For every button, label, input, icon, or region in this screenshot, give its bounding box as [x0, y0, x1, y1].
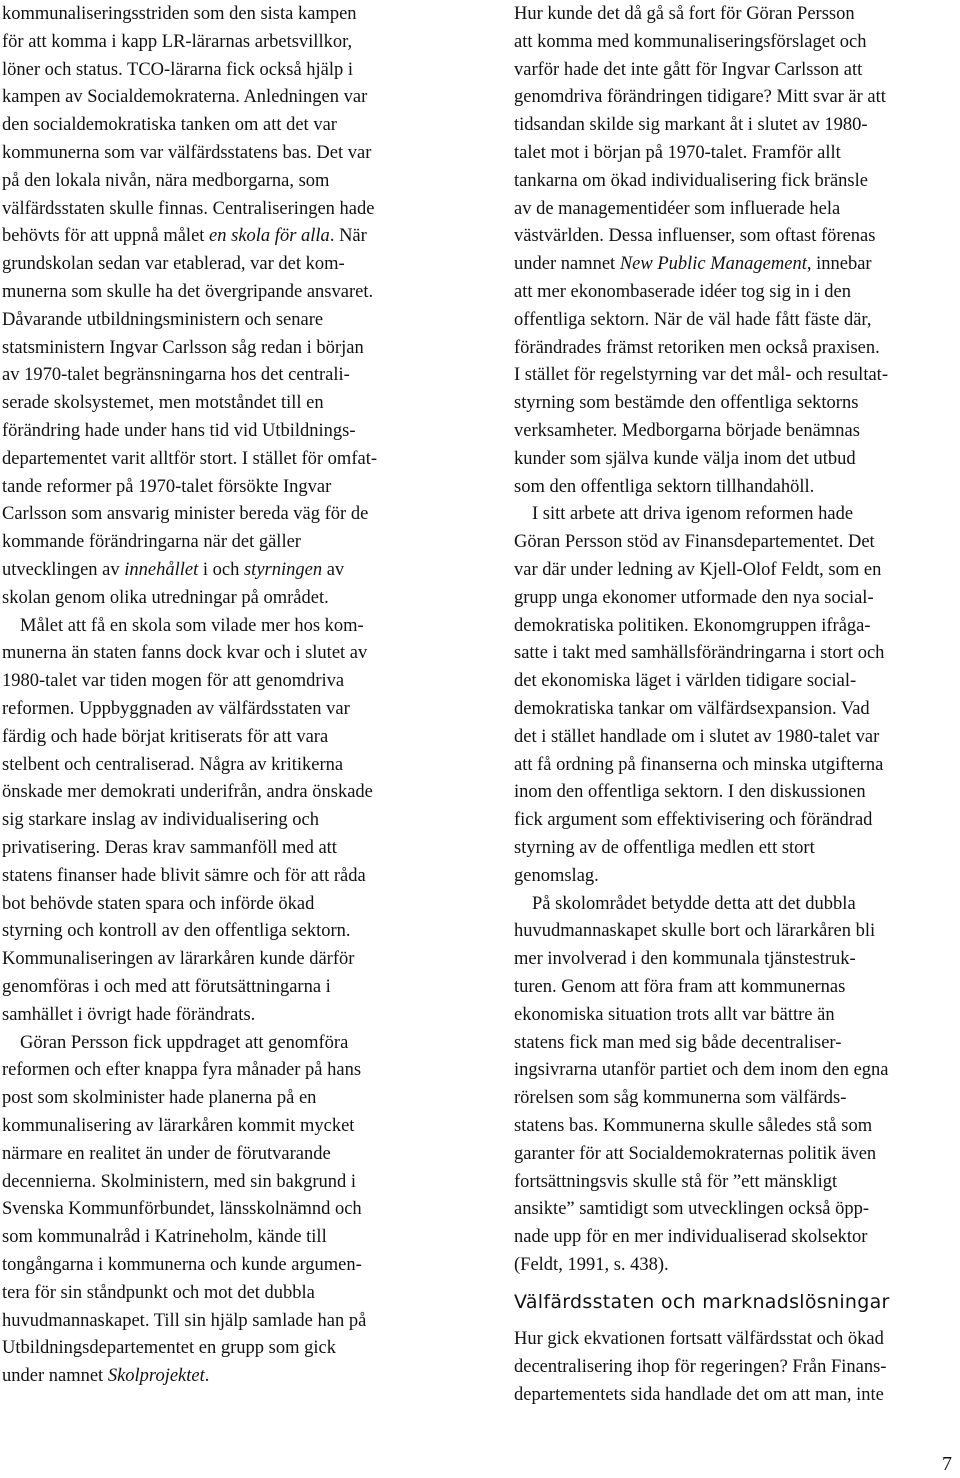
text-line: [2, 723, 328, 751]
text-line: [2, 1223, 327, 1251]
text-span: kommunalisering av lärarkåren kommit mycket: [2, 1116, 355, 1136]
text-span: skolan genom olika utredningar på området.: [2, 587, 329, 608]
text-span: Carlsson som ansvarig minister bereda väg för de: [2, 504, 369, 525]
text-span: under namnet: [2, 1366, 108, 1387]
text-line: [2, 1112, 354, 1140]
text-line: [514, 639, 884, 667]
text-line: [514, 389, 858, 417]
text-line: [514, 917, 875, 945]
italic-text: New Public Management: [619, 254, 807, 275]
text-span: reformen. Uppbyggnaden av välfärdsstaten var: [2, 699, 350, 719]
text-line: [514, 528, 875, 556]
text-span: Hur gick ekvationen fortsatt välfärdsstat och ökad: [514, 1329, 884, 1349]
text-span: demokratiska tankar om välfärdsexpansion. Vad: [514, 699, 870, 719]
section-heading: Välfärdsstaten och marknadslösningar: [514, 1291, 890, 1313]
text-span: . När: [329, 226, 367, 247]
text-span: genomdriva förändringen tidigare? Mitt svar är att: [514, 87, 886, 108]
text-line: [514, 473, 814, 501]
text-span: genomföras i och med att förutsättningarna i: [2, 977, 331, 997]
text-line: [514, 167, 868, 195]
text-span: kommunaliseringsstriden som den sista kampen: [2, 4, 357, 24]
text-span: decentralisering ihop för regeringen? Från Finans-: [514, 1356, 887, 1377]
text-span: talet mot i början på 1970-talet. Framför allt: [514, 143, 841, 163]
text-span: På skolområdet betydde detta att det dubbla: [532, 893, 856, 914]
text-line: [532, 890, 856, 918]
text-line: [514, 778, 866, 806]
text-line: [2, 1084, 316, 1112]
text-span: huvudmannaskapet skulle bort och lärarkåren bli: [514, 921, 876, 942]
text-span: mer involverad i den kommunala tjänstestruk-: [514, 949, 856, 970]
text-span: utvecklingen av: [2, 560, 125, 580]
text-line: [514, 723, 879, 751]
text-line: [2, 834, 337, 862]
text-line: [514, 139, 841, 167]
text-line: [2, 278, 373, 306]
italic-text: en skola för alla: [209, 226, 330, 247]
text-line: [2, 890, 314, 918]
text-line: [514, 1325, 884, 1353]
text-span: den socialdemokratiska tanken om att det var: [2, 115, 337, 136]
text-line: [514, 195, 840, 223]
text-line: [2, 556, 344, 584]
text-span: grundskolan sedan var etablerad, var det kom-: [2, 254, 345, 275]
text-line: [2, 306, 323, 334]
text-span: post som skolminister hade planerna på en: [2, 1088, 317, 1109]
text-span: ekonomiska situation trots allt var bättre än: [514, 1004, 835, 1025]
text-line: [2, 1168, 356, 1196]
text-span: som kommunalråd i Katrineholm, kände till: [2, 1227, 327, 1248]
text-line: [2, 195, 374, 223]
page-number: 7: [942, 1453, 952, 1475]
text-span: verksamheter. Medborgarna började benämnas: [514, 421, 860, 441]
text-line: [514, 222, 875, 250]
text-line: [514, 306, 871, 334]
text-span: Svenska Kommunförbundet, länsskolnämnd och: [2, 1199, 362, 1220]
text-span: under namnet: [514, 254, 620, 275]
text-span: samhället i övrigt hade förändrats.: [2, 1004, 256, 1025]
text-span: , innebar: [806, 254, 872, 275]
text-line: [2, 778, 373, 806]
text-span: nade upp för en mer individualiserad skolsektor: [514, 1227, 868, 1248]
text-line: [20, 1029, 348, 1057]
text-line: [514, 111, 868, 139]
text-span: I stället för regelstyrning var det mål- och resultat-: [514, 365, 888, 386]
text-line: [2, 500, 368, 528]
text-line: [2, 1195, 362, 1223]
text-span: .: [204, 1366, 210, 1387]
text-line: [2, 417, 356, 445]
text-span: sig starkare inslag av individualisering och: [2, 810, 319, 831]
text-span: kommunerna som var välfärdsstatens bas. Det var: [2, 143, 372, 163]
text-span: varför hade det inte gått för Ingvar Carlsson att: [514, 59, 863, 80]
text-line: [514, 278, 851, 306]
text-line: [20, 612, 364, 640]
text-line: [514, 584, 874, 612]
text-span: satte i takt med samhällsförändringarna i stort och: [514, 643, 885, 664]
text-line: [2, 389, 324, 417]
text-span: Målet att få en skola som vilade mer hos kom-: [20, 615, 364, 636]
text-span: styrning och kontroll av den offentliga sektorn.: [2, 921, 351, 942]
text-span: Göran Persson stöd av Finansdepartementet. Det: [514, 532, 875, 553]
text-line: [2, 806, 319, 834]
text-span: bot behövde staten spara och införde ökad: [2, 893, 315, 914]
text-line: [514, 1029, 841, 1057]
italic-text: innehållet: [124, 560, 199, 580]
text-span: välfärdsstaten skulle finnas. Centraliseringen hade: [2, 198, 375, 219]
text-span: departementets sida handlade det om att man, inte: [514, 1384, 884, 1405]
text-span: förändrades främst retoriken men också praxisen.: [514, 337, 880, 358]
text-span: privatisering. Deras krav sammanföll med att: [2, 838, 337, 858]
text-span: munerna än staten fanns dock kvar och i slutet av: [2, 643, 368, 664]
text-line: [514, 28, 866, 56]
text-line: [2, 862, 366, 890]
text-span: grupp unga ekonomer utformade den nya social-: [514, 587, 874, 608]
text-span: statens finanser hade blivit sämre och för att råda: [2, 865, 366, 886]
text-line: [532, 500, 853, 528]
text-line: [2, 1056, 361, 1084]
italic-text: styrningen: [243, 560, 323, 580]
text-line: [2, 445, 377, 473]
text-line: [2, 667, 344, 695]
text-line: [514, 1001, 835, 1029]
text-line: [2, 361, 350, 389]
text-span: Kommunaliseringen av lärarkåren kunde därför: [2, 949, 355, 970]
text-line: [514, 0, 855, 28]
text-span: statsministern Ingvar Carlsson såg redan i början: [2, 337, 364, 358]
text-span: att komma med kommunaliseringsförslaget och: [514, 31, 867, 52]
text-line: [514, 417, 860, 445]
text-line: [2, 945, 354, 973]
text-line: [2, 1001, 255, 1029]
text-line: [2, 473, 331, 501]
text-line: [514, 695, 870, 723]
text-span: genomslag.: [514, 865, 599, 886]
text-line: [514, 806, 872, 834]
text-span: ansikte” samtidigt som utvecklingen också öpp-: [514, 1199, 870, 1220]
text-line: [514, 751, 883, 779]
text-line: [2, 1251, 362, 1279]
text-span: av de managementidéer som influerade hela: [514, 198, 841, 219]
text-span: fick argument som effektivisering och förändrad: [514, 810, 873, 831]
text-span: (Feldt, 1991, s. 438).: [514, 1255, 669, 1275]
text-line: [514, 56, 862, 84]
text-span: departementet varit alltför stort. I stället för omfat-: [2, 448, 377, 469]
text-span: att få ordning på finanserna och minska utgifterna: [514, 754, 884, 775]
text-line: [2, 111, 337, 139]
text-span: fortsättningsvis skulle stå för ”ett mänskligt: [514, 1171, 838, 1192]
text-span: Hur kunde det då gå så fort för Göran Persson: [514, 4, 855, 24]
text-line: [514, 1223, 867, 1251]
text-span: av 1970-talet begränsningarna hos det centrali-: [2, 365, 350, 386]
text-span: reformen och efter knappa fyra månader på hans: [2, 1060, 362, 1081]
text-line: [514, 83, 886, 111]
text-line: [514, 945, 856, 973]
text-line: [514, 1381, 884, 1409]
text-span: kampen av Socialdemokraterna. Anledningen var: [2, 87, 368, 108]
text-line: [2, 1334, 336, 1362]
text-span: kommande förändringarna när det gäller: [2, 532, 301, 553]
text-span: förändring hade under hans tid vid Utbildnings-: [2, 421, 356, 441]
text-line: [514, 1251, 669, 1279]
text-line: [514, 1112, 872, 1140]
text-line: [2, 528, 301, 556]
text-span: styrning av de offentliga medlen ett stort: [514, 838, 815, 858]
text-line: [514, 1056, 889, 1084]
text-span: styrning som bestämde den offentliga sektorns: [514, 393, 859, 414]
text-span: statens fick man med sig både decentraliser-: [514, 1032, 842, 1053]
text-line: [2, 584, 329, 612]
text-line: [2, 139, 371, 167]
text-span: Utbildningsdepartementet en grupp som gick: [2, 1338, 336, 1359]
text-span: var där under ledning av Kjell-Olof Feldt, som en: [514, 560, 882, 580]
text-span: munerna som skulle ha det övergripande ansvaret.: [2, 282, 374, 302]
text-span: behövts för att uppnå målet: [2, 226, 210, 247]
text-span: tande reformer på 1970-talet försökte Ingvar: [2, 476, 332, 497]
text-line: [2, 0, 357, 28]
text-line: [514, 973, 845, 1001]
text-span: som den offentliga sektorn tillhandahöll.: [514, 476, 815, 497]
text-span: löner och status. TCO-lärarna fick också hjälp i: [2, 59, 354, 80]
text-span: det ekonomiska läget i världen tidigare social-: [514, 671, 857, 692]
text-line: [2, 695, 350, 723]
text-span: tankarna om ökad individualisering fick bränsle: [514, 170, 868, 191]
text-span: offentliga sektorn. När de väl hade fått fäste där,: [514, 309, 872, 330]
text-span: ingsivrarna utanför partiet och dem inom den egna: [514, 1060, 889, 1081]
text-line: [514, 1353, 886, 1381]
text-span: önskade mer demokrati underifrån, andra önskade: [2, 782, 373, 803]
text-span: att mer ekonombaserade idéer tog sig in i den: [514, 282, 852, 302]
text-span: tera för sin ståndpunkt och mot det dubbla: [2, 1282, 315, 1303]
text-line: [2, 83, 367, 111]
text-line: [2, 1362, 209, 1390]
text-line: [2, 250, 345, 278]
text-span: garanter för att Socialdemokraternas politik även: [514, 1143, 877, 1164]
text-line: [514, 334, 880, 362]
text-span: för att komma i kapp LR-lärarnas arbetsvillkor,: [2, 31, 353, 52]
text-line: [514, 361, 888, 389]
text-span: västvärlden. Dessa influenser, som oftast förenas: [514, 226, 876, 247]
text-span: tongångarna i kommunerna och kunde argumen-: [2, 1255, 362, 1275]
text-span: Göran Persson fick uppdraget att genomföra: [20, 1032, 349, 1053]
text-line: [2, 1279, 315, 1307]
text-line: [514, 667, 856, 695]
text-line: [2, 1307, 366, 1335]
text-line: [2, 28, 352, 56]
text-span: rörelsen som såg kommunerna som välfärds-: [514, 1088, 847, 1109]
text-span: I sitt arbete att driva igenom reformen hade: [532, 504, 854, 525]
text-line: [2, 1140, 331, 1168]
text-span: stelbent och centraliserad. Några av kritikerna: [2, 754, 344, 775]
text-span: decennierna. Skolministern, med sin bakgrund i: [2, 1171, 356, 1192]
text-span: inom den offentliga sektorn. I den diskussionen: [514, 782, 866, 803]
text-line: [514, 862, 599, 890]
text-span: Dåvarande utbildningsministern och senare: [2, 309, 324, 330]
text-line: [2, 973, 331, 1001]
text-span: färdig och hade börjat kritiserats för att vara: [2, 726, 329, 747]
text-line: [514, 612, 871, 640]
text-line: [514, 556, 881, 584]
text-line: [2, 167, 329, 195]
text-line: [2, 751, 343, 779]
text-span: turen. Genom att föra fram att kommunernas: [514, 977, 846, 997]
text-span: av: [322, 560, 345, 580]
text-line: [514, 834, 815, 862]
text-span: på den lokala nivån, nära medborgarna, som: [2, 170, 330, 191]
italic-text: Skolprojektet: [107, 1366, 205, 1387]
text-line: [514, 1084, 846, 1112]
text-line: [2, 639, 367, 667]
text-line: [514, 445, 856, 473]
text-line: [2, 917, 351, 945]
text-span: kunder som själva kunde välja inom det utbud: [514, 448, 856, 469]
text-line: [514, 250, 872, 278]
text-line: [2, 334, 364, 362]
text-span: serade skolsystemet, men motståndet till en: [2, 393, 324, 414]
text-line: [514, 1195, 869, 1223]
text-span: tidsandan skilde sig markant åt i slutet av 1980-: [514, 115, 868, 136]
text-line: [2, 222, 367, 250]
text-span: i och: [198, 560, 244, 580]
text-span: huvudmannaskapet. Till sin hjälp samlade han på: [2, 1310, 367, 1331]
text-span: det i stället handlade om i slutet av 1980-talet var: [514, 726, 880, 747]
text-span: 1980-talet var tiden mogen för att genomdriva: [2, 671, 345, 692]
text-line: [2, 56, 353, 84]
text-span: statens bas. Kommunerna skulle således stå som: [514, 1116, 873, 1136]
text-span: närmare en realitet än under de förutvarande: [2, 1143, 331, 1164]
text-line: [514, 1168, 837, 1196]
text-line: [514, 1140, 876, 1168]
text-span: demokratiska politiken. Ekonomgruppen ifråga-: [514, 615, 871, 636]
